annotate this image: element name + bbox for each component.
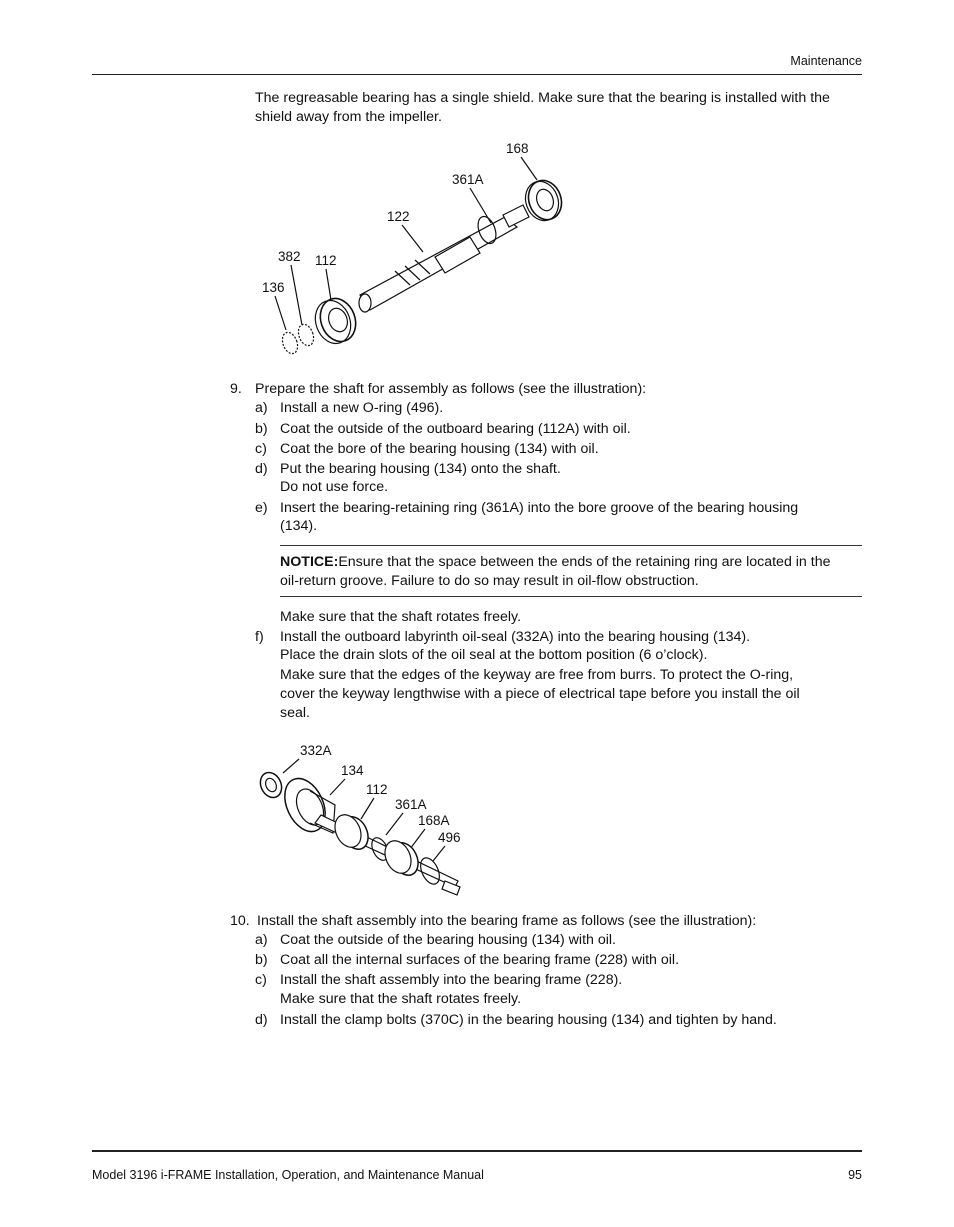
step-9-check-rotation: Make sure that the shaft rotates freely. — [280, 609, 522, 625]
step-10-text: Install the shaft assembly into the bearing frame as follows (see the illustration): — [257, 913, 757, 929]
notice-text: Ensure that the space between the ends of the retaining ring are located in the — [338, 554, 831, 570]
figure2-label: 112 — [366, 782, 388, 797]
step-9f-line3: Make sure that the edges of the keyway are free from burrs. To protect the O-ring, — [280, 667, 794, 683]
figure1-label: 122 — [387, 209, 410, 224]
step-9e-text-cont: (134). — [280, 518, 318, 534]
bearing-housing-illustration — [255, 735, 475, 900]
step-9b-letter: b) — [255, 421, 268, 437]
step-9d-note: Do not use force. — [280, 479, 389, 495]
step-10c-text: Install the shaft assembly into the bearing frame (228). — [280, 972, 623, 988]
step-9d-text: Put the bearing housing (134) onto the shaft. — [280, 461, 561, 477]
figure1-label: 112 — [315, 253, 337, 268]
figure1-label: 361A — [452, 172, 484, 187]
figure2-label: 168A — [418, 813, 450, 828]
intro-paragraph: The regreasable bearing has a single shield. Make sure that the bearing is installed with the shield away from the impeller. — [255, 90, 830, 125]
page-footer — [92, 1150, 862, 1182]
step-9d-letter: d) — [255, 461, 268, 477]
step-9a-text: Install a new O-ring (496). — [280, 400, 444, 416]
step-9f-line5: seal. — [280, 705, 310, 721]
step-10b-text: Coat all the internal surfaces of the bearing frame (228) with oil. — [280, 952, 680, 968]
figure2-label: 134 — [341, 763, 364, 778]
page-number: 95 — [848, 1168, 862, 1182]
figure2-label: 332A — [300, 743, 332, 758]
step-9-text: Prepare the shaft for assembly as follows (see the illustration): — [255, 381, 647, 397]
step-10a-text: Coat the outside of the bearing housing (134) with oil. — [280, 932, 616, 948]
page-header — [92, 52, 862, 75]
section-title: Maintenance — [790, 54, 862, 68]
shaft-bearing-illustration — [255, 135, 585, 365]
step-10d-letter: d) — [255, 1012, 268, 1028]
step-10a-letter: a) — [255, 932, 268, 948]
step-9f-line4: cover the keyway lengthwise with a piece of electrical tape before you install the oil — [280, 686, 800, 702]
notice-text-cont: oil-return groove. Failure to do so may result in oil-flow obstruction. — [280, 572, 699, 589]
step-10-number: 10. — [230, 913, 250, 929]
figure2-label: 496 — [438, 830, 461, 845]
figure1-label: 382 — [278, 249, 301, 264]
step-10d-text: Install the clamp bolts (370C) in the bearing housing (134) and tighten by hand. — [280, 1012, 777, 1028]
step-9c-letter: c) — [255, 441, 267, 457]
step-9e-letter: e) — [255, 500, 268, 516]
figure2-label: 361A — [395, 797, 427, 812]
manual-title: Model 3196 i-FRAME Installation, Operation, and Maintenance Manual — [92, 1168, 484, 1182]
step-9e-text: Insert the bearing-retaining ring (361A) into the bore groove of the bearing housing — [280, 500, 799, 516]
step-9a-letter: a) — [255, 400, 268, 416]
notice-box — [280, 545, 862, 597]
figure1-label: 168 — [506, 141, 529, 156]
notice-label: NOTICE: — [280, 554, 339, 570]
step-10c-note: Make sure that the shaft rotates freely. — [280, 991, 522, 1007]
figure1-label: 136 — [262, 280, 285, 295]
step-9b-text: Coat the outside of the outboard bearing (112A) with oil. — [280, 421, 631, 437]
step-9-number: 9. — [230, 381, 242, 397]
step-9f-text: Install the outboard labyrinth oil-seal (332A) into the bearing housing (134). — [280, 629, 751, 645]
step-9f-line2: Place the drain slots of the oil seal at the bottom position (6 o’clock). — [280, 647, 708, 663]
step-10b-letter: b) — [255, 952, 268, 968]
step-10c-letter: c) — [255, 972, 267, 988]
step-9c-text: Coat the bore of the bearing housing (134) with oil. — [280, 441, 599, 457]
step-9f-letter: f) — [255, 629, 264, 645]
